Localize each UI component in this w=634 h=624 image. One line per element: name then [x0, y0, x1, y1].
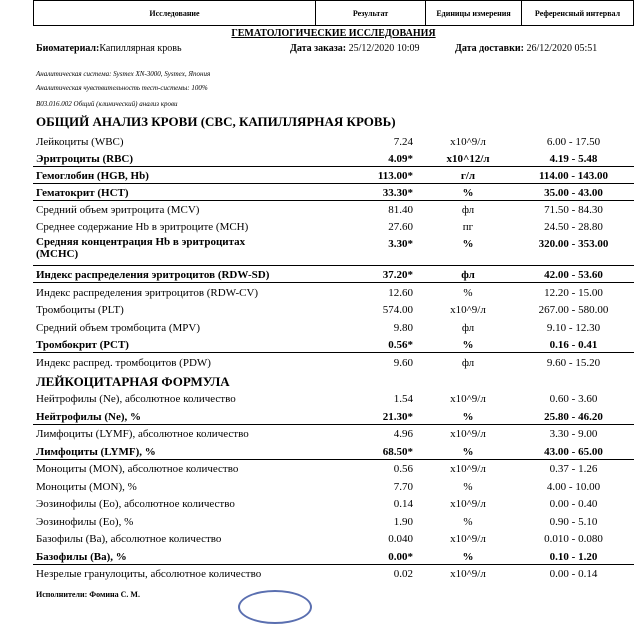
table-row [33, 461, 634, 477]
test-result: 4.96 [393, 428, 413, 440]
table-row [33, 320, 634, 336]
header-result: Результат [316, 0, 426, 26]
test-result: 9.80 [393, 321, 413, 334]
test-reference: 6.00 - 17.50 [546, 136, 601, 148]
table-row [33, 134, 634, 150]
table-row-mchc [33, 236, 634, 264]
test-name: Гематокрит (HCT) [36, 187, 129, 199]
test-result: 7.24 [393, 136, 413, 148]
test-name: Эритроциты (RBC) [36, 153, 134, 165]
test-unit: % [462, 187, 474, 199]
test-unit: г/л [460, 170, 476, 182]
test-reference: 0.010 - 0.080 [544, 533, 603, 545]
test-name: Нейтрофилы (Ne), % [36, 410, 142, 423]
mchc-name-1: Средняя концентрация Hb в эритроцитах [36, 236, 246, 248]
test-name: Лимфоциты (LYMF), % [36, 445, 156, 458]
test-unit: x10^9/л [450, 428, 486, 440]
test-name: Средний объем тромбоцита (MPV) [36, 321, 200, 334]
test-reference: 0.16 - 0.41 [549, 339, 598, 351]
test-name: Незрелые гранулоциты, абсолютное количество [36, 568, 262, 580]
test-result: 0.02 [393, 568, 413, 580]
row-separator [33, 459, 634, 460]
test-reference: 71.50 - 84.30 [544, 204, 603, 216]
test-unit: x10^9/л [450, 533, 486, 545]
table-row [33, 219, 634, 235]
test-result: 0.040 [388, 533, 413, 545]
test-name: Индекс распределения эритроцитов (RDW-SD) [36, 269, 270, 281]
test-name: Эозинофилы (Eo), % [36, 515, 134, 528]
header-test: Исследование [33, 0, 316, 26]
mchc-ref: 320.00 - 353.00 [538, 238, 609, 250]
table-row [33, 168, 634, 184]
test-reference: 0.90 - 5.10 [549, 515, 598, 528]
header-reference: Референсный интервал [522, 0, 634, 26]
table-row [33, 531, 634, 547]
table-row [33, 426, 634, 442]
delivery-date-label: Дата доставки: [455, 43, 524, 54]
test-result: 7.70 [393, 480, 413, 493]
test-unit: фл [461, 356, 475, 369]
test-name: Эозинофилы (Eo), абсолютное количество [36, 498, 235, 510]
note-system: Аналитическая система: Sysmex XN-3000, Sysmex, Япония [36, 70, 211, 78]
test-unit: x10^9/л [450, 568, 486, 580]
test-result: 21.30* [382, 410, 413, 423]
test-reference: 12.20 - 15.00 [544, 286, 603, 299]
stamp-icon [238, 590, 312, 624]
test-reference: 42.00 - 53.60 [544, 269, 603, 281]
test-unit: фл [461, 321, 475, 334]
test-result: 574.00 [382, 304, 413, 316]
section-hematology: ГЕМАТОЛОГИЧЕСКИЕ ИССЛЕДОВАНИЯ [231, 28, 436, 39]
table-row [33, 496, 634, 512]
test-name: Базофилы (Ba), абсолютное количество [36, 533, 222, 545]
row-separator [33, 352, 634, 353]
order-date-value: 25/12/2020 10:09 [348, 43, 420, 54]
test-reference: 9.60 - 15.20 [546, 356, 601, 369]
table-row [33, 337, 634, 353]
test-reference: 0.60 - 3.60 [549, 393, 598, 405]
mchc-result: 3.30* [388, 238, 413, 250]
test-unit: % [462, 410, 474, 423]
table-row [33, 549, 634, 565]
row-separator [33, 183, 634, 184]
mchc-unit: % [462, 238, 474, 250]
test-name: Лейкоциты (WBC) [36, 136, 124, 148]
leuko-title: ЛЕЙКОЦИТАРНАЯ ФОРМУЛА [36, 374, 230, 389]
test-name: Индекс распред. тромбоцитов (PDW) [36, 356, 211, 369]
test-result: 0.56* [388, 339, 413, 351]
test-reference: 35.00 - 43.00 [544, 187, 603, 199]
test-name: Нейтрофилы (Ne), абсолютное количество [36, 393, 236, 405]
test-unit: % [463, 286, 473, 299]
table-row [33, 267, 634, 283]
test-result: 33.30* [382, 187, 413, 199]
test-result: 113.00* [377, 170, 413, 182]
order-date-label: Дата заказа: [290, 43, 347, 54]
test-name: Базофилы (Ba), % [36, 550, 127, 563]
test-unit: x10^9/л [450, 393, 486, 405]
delivery-date [455, 43, 597, 54]
test-name: Лимфоциты (LYMF), абсолютное количество [36, 428, 249, 440]
test-unit: % [462, 550, 474, 563]
note-code: B03.016.002 Общий (клинический) анализ крови [36, 100, 178, 108]
test-result: 0.00* [388, 550, 413, 563]
test-result: 37.20* [382, 269, 413, 281]
test-reference: 0.37 - 1.26 [549, 463, 598, 475]
test-unit: % [462, 445, 474, 458]
test-result: 1.90 [393, 515, 413, 528]
footer-executors: Исполнители: Фомина С. М. [36, 590, 140, 599]
table-row [33, 479, 634, 495]
cbc-title: ОБЩИЙ АНАЛИЗ КРОВИ (CBC, КАПИЛЛЯРНАЯ КРОВЬ) [36, 114, 396, 129]
test-result: 81.40 [388, 204, 413, 216]
test-unit: % [463, 480, 473, 493]
test-result: 4.09* [388, 153, 413, 165]
test-name: Тромбокрит (PCT) [36, 339, 129, 351]
test-unit: x10^9/л [450, 304, 486, 316]
test-result: 0.14 [393, 498, 413, 510]
test-unit: x10^12/л [446, 153, 490, 165]
test-unit: пг [462, 221, 474, 233]
row-separator [33, 424, 634, 425]
test-name: Моноциты (MON), % [36, 480, 137, 493]
test-name: Среднее содержание Hb в эритроците (MCH) [36, 221, 249, 233]
biomaterial [36, 43, 182, 54]
table-row [33, 391, 634, 407]
table-row [33, 444, 634, 460]
table-row [33, 409, 634, 425]
test-unit: x10^9/л [450, 136, 486, 148]
table-header [33, 0, 634, 26]
table-row [33, 302, 634, 318]
test-reference: 9.10 - 12.30 [546, 321, 601, 334]
test-unit: x10^9/л [450, 463, 486, 475]
order-date [290, 43, 419, 54]
test-reference: 0.00 - 0.14 [549, 568, 598, 580]
test-name: Средний объем эритроцита (MCV) [36, 204, 200, 216]
test-reference: 0.00 - 0.40 [549, 498, 598, 510]
table-row [33, 185, 634, 201]
table-row [33, 566, 634, 582]
row-separator [33, 166, 634, 167]
row-separator [33, 282, 634, 283]
table-row [33, 285, 634, 301]
test-result: 27.60 [388, 221, 413, 233]
test-result: 9.60 [393, 356, 413, 369]
test-unit: фл [461, 204, 475, 216]
test-reference: 267.00 - 580.00 [538, 304, 609, 316]
test-result: 1.54 [393, 393, 413, 405]
biomaterial-value: Капиллярная кровь [99, 43, 182, 54]
note-sensitivity: Аналитическая чувствительность тест-системы: 100% [36, 84, 208, 92]
test-result: 0.56 [393, 463, 413, 475]
test-reference: 4.19 - 5.48 [549, 153, 598, 165]
test-reference: 0.10 - 1.20 [549, 550, 598, 563]
test-reference: 114.00 - 143.00 [538, 170, 609, 182]
row-separator [33, 265, 634, 266]
row-separator [33, 200, 634, 201]
table-row [33, 355, 634, 371]
test-reference: 4.00 - 10.00 [546, 480, 601, 493]
test-name: Тромбоциты (PLT) [36, 304, 124, 316]
test-name: Индекс распределения эритроцитов (RDW-CV) [36, 286, 259, 299]
delivery-date-value: 26/12/2020 05:51 [526, 43, 598, 54]
test-result: 12.60 [388, 286, 413, 299]
test-unit: % [463, 515, 473, 528]
test-reference: 25.80 - 46.20 [544, 410, 603, 423]
table-row [33, 202, 634, 218]
test-name: Моноциты (MON), абсолютное количество [36, 463, 239, 475]
test-unit: % [462, 339, 474, 351]
table-row [33, 514, 634, 530]
test-reference: 43.00 - 65.00 [544, 445, 603, 458]
table-row [33, 151, 634, 167]
test-result: 68.50* [382, 445, 413, 458]
header-units: Единицы измерения [426, 0, 522, 26]
test-unit: фл [461, 269, 475, 281]
biomaterial-label: Биоматериал: [36, 43, 100, 54]
row-separator [33, 564, 634, 565]
test-reference: 24.50 - 28.80 [544, 221, 603, 233]
test-reference: 3.30 - 9.00 [549, 428, 598, 440]
test-unit: x10^9/л [450, 498, 486, 510]
test-name: Гемоглобин (HGB, Hb) [36, 170, 149, 182]
mchc-name-2: (MCHC) [36, 248, 79, 260]
